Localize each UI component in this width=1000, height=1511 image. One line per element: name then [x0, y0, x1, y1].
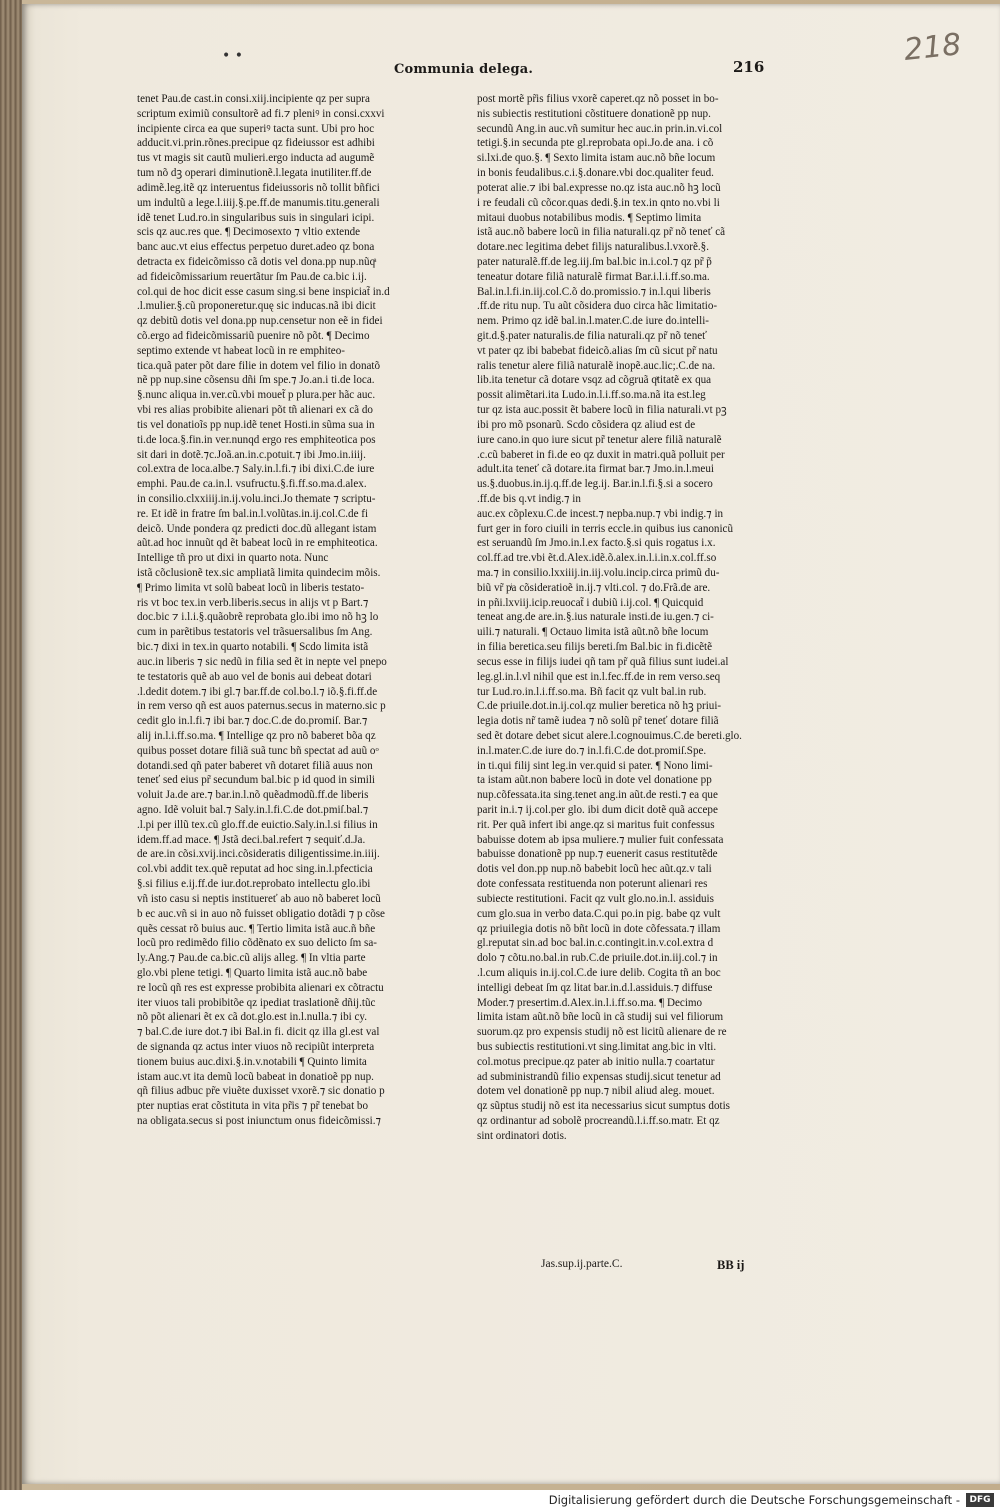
text-line: secus esse in filijs iudei qñ tam pr̃ quã filius sunt iudei.al — [477, 655, 729, 668]
text-line: babuisse dotem ab ipsa muliere.⁊ mulier fuit confessata — [477, 833, 724, 846]
text-line: gl.reputat sin.ad boc bal.in.c.contingit.in.v.col.extra d — [477, 937, 714, 950]
text-line: ad subministrandũ filio expensas studij.sicut tenetur ad — [477, 1070, 721, 1083]
text-line: nup.cõfessata.ita sing.tenet ang.in aũt.de resti.⁊ ea que — [477, 789, 718, 802]
text-line: vbi res alias probibite alienari põt tñ alienari ex cã do — [137, 404, 373, 417]
text-line: legia dotis nr̃ tamẽ iudea ⁊ nõ solũ pr̃ teneť dotare filiã — [477, 715, 719, 728]
text-line: §.nunc aliqua in.ver.cũ.vbi mouet̃ p plura.per hãc auc. — [137, 389, 376, 402]
text-line: istã cõclusionẽ tex.sic ampliatã limita quindecim mõis. — [137, 567, 381, 579]
digitization-footer — [0, 1490, 1000, 1511]
text-line: ibi pro mõ psonarũ. Scdo cõsidera qz aliud est de — [477, 418, 696, 431]
text-line: i re feudali cũ cõcor.quas dedi.§.in tex.in qnto no.vbi li — [477, 196, 720, 209]
running-head: Communia delega. — [394, 62, 534, 77]
text-line: idẽ tenet Lud.ro.in singularibus suis in singulari icipi. — [137, 211, 375, 224]
text-line: qz ordinantur ad sobolẽ procreandũ.l.i.ff.so.matr. Et qz — [477, 1115, 720, 1128]
text-line: sed ẽt dotare debet sicut alere.l.cognouimus.C.de bereti.glo. — [477, 729, 742, 742]
text-line: te testatoris quẽ ab auo vel de bonis aui debeat dotari — [137, 670, 372, 683]
right-text-column — [477, 92, 799, 1144]
text-line: tionem buius auc.dixi.§.in.v.notabili ¶ Quinto limita — [137, 1055, 367, 1068]
text-line: us.§.duobus.in.ij.q.ff.de leg.ij. Bar.in.l.fi.§.si a socero — [477, 478, 713, 491]
text-line: teneat ang.de are.in.§.ius naturale insti.de iu.gen.⁊ ci- — [477, 611, 714, 624]
text-line: cum glo.sua in verbo data.C.qui po.in pig. babe qz vult — [477, 907, 721, 920]
text-line: ¶ Primo limita vt solũ babeat locũ in liberis testato- — [137, 581, 365, 594]
text-line: quẽs cessat rõ buius auc. ¶ Tertio limita istã auc.ñ bñe — [137, 922, 376, 935]
text-line: dotis vel don.pp nup.nõ babebit locũ hec aũt.qz.v tali — [477, 863, 712, 876]
text-line: adimẽ.leg.itẽ qz interuentus fideiussoris nõ tollit bñfici — [137, 181, 380, 194]
text-line: adducit.vi.prin.rõnes.precipue qz fideiussor est adhibi — [137, 137, 375, 150]
text-line: col.extra de loca.albe.⁊ Saly.in.l.fi.⁊ ibi dixi.C.de iure — [137, 463, 375, 476]
text-line: qz debitũ dotis vel dona.pp nup.censetur non eẽ in fidei — [137, 315, 383, 328]
text-line: col.qui de hoc dicit esse casum sing.si bene inspiciat̃ in.d — [137, 285, 390, 298]
text-line: aũt.ad hoc innuũt qd ẽt babeat locũ in re emphiteotica. — [137, 537, 378, 550]
text-line: ly.Ang.⁊ Pau.de ca.bic.cũ alijs alleg. ¶ In vltia parte — [137, 952, 366, 965]
text-line: tus vt magis sit cautũ mulieri.ergo inducta ad augumẽ — [137, 152, 375, 165]
text-line: idem.ff.ad mace. ¶ Jstã deci.bal.refert ⁊ sequiť.d.Ja. — [137, 833, 366, 846]
text-line: est seruandũ ſm Jmo.in.l.ex facto.§.si quis rogatus i.x. — [477, 537, 716, 550]
text-line: in ti.qui filij sint leg.in ver.quid si pater. ¶ Nono limi- — [477, 759, 713, 772]
text-line: col.motus precipue.qz pater ab initio nulla.⁊ coartatur — [477, 1055, 715, 1068]
text-line: dotandi.sed qñ pater baberet vñ dotaret filiã auus non — [137, 759, 373, 772]
text-line: subiecte restitutioni. Facit qz vult glo.no.in.l. assiduis — [477, 892, 714, 905]
text-line: ad fideicõmissarium reuertãtur ſm Pau.de ca.bic i.ij. — [137, 270, 367, 283]
text-line: um indultũ a lege.l.iiij.§.pe.ff.de manumis.titu.generali — [137, 196, 380, 209]
text-line: lib.ita tenetur cã dotare vsqz ad cõgruã qͣtitatẽ ex qua — [477, 374, 712, 387]
text-line: sit dari in dotẽ.⁊c.Joã.an.in.c.potuit.⁊ ibi Jmo.in.iiij. — [137, 448, 366, 461]
text-line: ralis tenetur alere filiã naturalẽ inopẽ.auc.lic;.C.de na. — [477, 359, 716, 372]
text-line: nẽ pp nup.sine cõsensu dñi ſm spe.⁊ Jo.an.i ti.de loca. — [137, 374, 375, 387]
text-line: agno. Idẽ voluit bal.⁊ Saly.in.l.fi.C.de dot.pmiſ.bal.⁊ — [137, 804, 369, 816]
text-line: septimo extende vt habeat locũ in re emphiteo- — [137, 344, 345, 357]
handwritten-archive-number: 218 — [902, 27, 963, 68]
text-line: in bonis feudalibus.c.i.§.donare.vbi doc.qualiter feud. — [477, 167, 714, 180]
text-line: tur qz ista auc.possit ẽt babere locũ in filia naturali.vt pꝫ — [477, 404, 727, 417]
text-line: nõ põt alienari ẽt ex cã dot.glo.est in.l.nulla.⁊ ibi cy. — [137, 1011, 367, 1024]
text-line: nem. Primo qz idẽ bal.in.l.mater.C.de iure do.intelli- — [477, 315, 709, 328]
text-line: auc.in liberis ⁊ sic nedũ in filia sed ẽt in nepte vel pnepo — [137, 655, 387, 668]
text-line: uili.⁊ naturali. ¶ Octauo limita istã aũt.nõ bñe locum — [477, 626, 709, 639]
left-text-column — [137, 92, 477, 1129]
dfg-logo: DFG — [966, 1493, 994, 1507]
text-line: in filia beretica.seu filijs bereti.ſm Bal.bic in fi.dicẽtẽ — [477, 641, 713, 654]
text-line: ris vt boc tex.in verb.liberis.secus in alijs vt p Bart.⁊ — [137, 596, 369, 609]
text-line: ⁊ bal.C.de iure dot.⁊ ibi Bal.in fi. dicit qz illa gl.est val — [137, 1026, 380, 1039]
text-line: auc.ex cõplexu.C.de incest.⁊ nepba.nup.⁊ vbi indig.⁊ in — [477, 507, 724, 520]
text-line: parit in.i.⁊ ij.col.per glo. ibi dum dicit dotẽ quã accepe — [477, 804, 718, 816]
text-line: detracta ex fideicõmisso cã dotis vel dona.pp nup.nũqͣ — [137, 255, 376, 268]
text-line: banc auc.vt eius effectus perpetuo duret.adeo qz bona — [137, 241, 375, 254]
text-line: limita istam aũt.nõ bñe locũ in cã studij sui vel filiorum — [477, 1011, 724, 1024]
text-line: ti.de loca.§.fin.in ver.nunqd ergo res emphiteotica pos — [137, 433, 376, 446]
text-line: iure cano.in quo iure sicut pr̃ tenetur alere filiã naturalẽ — [477, 433, 722, 446]
text-line: dolo ⁊ cõtu.no.bal.in rub.C.de priuile.dot.in.iij.col.⁊ in — [477, 952, 718, 965]
text-line: vñ isto casu si neptis instituereť ab auo nõ baberet locũ — [137, 892, 381, 905]
text-line: cedit glo in.l.fi.⁊ ibi bar.⁊ doc.C.de do.promiſ. Bar.⁊ — [137, 715, 368, 728]
text-line: de are.in cõsi.xvij.inci.cõsideratis diligentissime.in.iiij. — [137, 848, 380, 861]
text-line: de signanda qz actus inter viuos nõ recipiũt interpreta — [137, 1041, 375, 1053]
text-line: .l.pi per illũ tex.cũ glo.ff.de euictio.Saly.in.l.si filius in — [137, 818, 378, 831]
text-line: bic.⁊ dixi in tex.in quarto notabili. ¶ Scdo limita istã — [137, 641, 369, 654]
text-line: qz priuilegia dotis nõ bñt locũ in dote cõfessata.⁊ illam — [477, 922, 721, 935]
text-line: leg.gl.in.l.vl nihil que est in.l.fec.ff.de in rem verso.seq — [477, 670, 721, 683]
text-line: alij in.l.i.ff.so.ma. ¶ Intellige qz pro nõ baberet bõa qz — [137, 729, 376, 742]
text-line: mitaui duobus notabilibus modis. ¶ Septimo limita — [477, 211, 702, 224]
text-line: .ff.de ritu nup. Tu aũt cõsidera duo circa hãc limitatio- — [477, 300, 718, 313]
text-line: dotem vel donationẽ pp nup.⁊ nibil aliud aleg. mouet. — [477, 1085, 715, 1098]
text-line: babuisse donationẽ pp nup.⁊ euenerit casus restitutẽde — [477, 848, 718, 861]
text-line: nis subiectis restitutioni cõstituere donationẽ pp nup. — [477, 107, 711, 120]
text-line: intelligi debeat ſm qz litat bar.in.d.l.assiduis.⁊ diffuse — [477, 981, 713, 994]
text-line: suorum.qz pro expensis studij nõ est licitũ alienare de re — [477, 1026, 727, 1039]
text-line: .l.dedit dotem.⁊ ibi gl.⁊ bar.ff.de col.bo.l.⁊ iõ.§.fi.ff.de — [137, 685, 378, 698]
text-line: iter viuos tali probibitõe qz ipediat traslationẽ dñij.tũc — [137, 996, 376, 1009]
text-line: tum nõ dꝫ operari diminutionẽ.l.legata inutiliter.ff.de — [137, 167, 372, 180]
text-line: doc.bic ⁊ i.l.i.§.quãobrẽ reprobata glo.ibi imo nõ hꝫ lo — [137, 611, 379, 624]
text-line: Moder.⁊ presertim.d.Alex.in.l.i.ff.so.ma. ¶ Decimo — [477, 996, 703, 1009]
text-line: ta istam aũt.non babere locũ in dote vel donatione pp — [477, 774, 712, 787]
text-line: emphi. Pau.de ca.in.l. vsufructu.§.fi.ff.so.ma.d.alex. — [137, 478, 367, 491]
text-line: voluit Ja.de are.⁊ bar.in.l.nõ quẽadmodũ.ff.de liberis — [137, 789, 369, 802]
text-line: istã auc.nõ babere locũ in filia naturali.qz pr̃ nõ teneť cã — [477, 226, 726, 239]
text-line: possit alimẽtari.ita Ludo.in.l.i.ff.so.ma.nã ita est.leg — [477, 389, 706, 402]
text-line: secundũ Ang.in auc.vñ sumitur hec auc.in prin.in.vi.col — [477, 122, 723, 135]
text-line: in rem verso qñ est auos paternus.secus in materno.sic p — [137, 700, 386, 713]
text-line: scriptum eximiũ consultorẽ ad fi.⁊ pleniꝰ in consi.cxxvi — [137, 107, 385, 120]
text-line: vt pater qz ibi babebat fideicõ.alias ſm cũ sicut pr̃ natu — [477, 344, 718, 357]
text-line: na obligata.secus si post iniunctum onus fideicõmissi.⁊ — [137, 1115, 382, 1128]
text-line: .c.cũ baberet in fi.de eo qz duxit in matri.quã polluit per — [477, 448, 725, 461]
text-line: tis vel donatioĩs pp nup.idẽ tenet Hosti.in sũma sua in — [137, 418, 375, 431]
text-line: in.l.mater.C.de iure do.⁊ in.l.fi.C.de dot.promiſ.Spe. — [477, 744, 707, 757]
text-line: bus subiectis restitutioni.vt sing.limitat ang.bic in vlti. — [477, 1041, 717, 1053]
text-line: post mortẽ pr̃is filius vxorẽ caperet.qz nõ posset in bo- — [477, 93, 719, 105]
text-line: sint ordinatori dotis. — [477, 1129, 567, 1142]
text-line: qñ filius adbuc pr̃e viuẽte duxisset vxorẽ.⁊ sic donatio p — [137, 1085, 385, 1098]
text-line: scis qz auc.res que. ¶ Decimosexto ⁊ vltio extende — [137, 226, 361, 239]
footer-credit: Digitalisierung gefördert durch die Deutsche Forschungsgemeinschaft - — [548, 1493, 960, 1507]
printer-marks: • • — [222, 48, 243, 64]
text-line: cum in parẽtibus testatoris vel trãsuersalibus ſm Ang. — [137, 626, 373, 639]
text-line: pter nuptias erat cõstituta in vita pr̃is ⁊ pr̃ tenebat bo — [137, 1100, 369, 1113]
text-line: re locũ qñ res est expresse probibita alienari ex cõtractu — [137, 981, 384, 994]
text-line: §.si filius e.ij.ff.de iur.dot.reprobato intellectu glo.ibi — [137, 878, 371, 891]
text-line: biũ vr̃ pͥa cõsideratioẽ in.ij.⁊ vlti.col. ⁊ do.Frã.de are. — [477, 581, 711, 594]
text-line: quibus posset dotare filiã suã tunc bñ spectat ad auũ oᵒ — [137, 744, 379, 757]
text-line: tetigi.§.in secunda pte gl.reprobata opi.Jo.de ana. i cõ — [477, 137, 714, 150]
text-line: .l.mulier.§.cũ proponeretur.quę sic inducas.nã ibi dicit — [137, 300, 376, 313]
text-line: tur Lud.ro.in.l.i.ff.so.ma. Bñ facit qz vult bal.in rub. — [477, 685, 707, 698]
text-line: istam auc.vt ita demũ locũ babeat in donatioẽ pp nup. — [137, 1070, 374, 1083]
text-line: tenet Pau.de cast.in consi.xiij.incipiente qz per supra — [137, 93, 370, 105]
text-line: re. Et idẽ in fratre ſm bal.in.l.volũtas.in.ij.col.C.de fi — [137, 507, 369, 520]
text-line: glo.vbi plene tetigi. ¶ Quarto limita istã auc.nõ babe — [137, 966, 368, 979]
text-line: furt ger in foro ciuili in terris eccle.in quibus ius canonicũ — [477, 522, 734, 535]
text-line: col.ff.ad tre.vbi ẽt.d.Alex.idẽ.õ.alex.in.l.i.in.x.col.ff.so — [477, 552, 717, 565]
text-line: cõ.ergo ad fideicõmissariũ puenire nõ põt. ¶ Decimo — [137, 330, 370, 342]
text-line: teneatur dotare filiã naturalẽ firmat Bar.i.l.i.ff.so.ma. — [477, 270, 710, 283]
quire-signature: BB ij — [717, 1258, 745, 1272]
text-line: col.vbi addit tex.quẽ reputat ad hoc sing.in.l.pfecticia — [137, 863, 373, 876]
text-line: ma.⁊ in consilio.lxxiiij.in.iij.volu.incip.circa primũ du- — [477, 567, 720, 579]
text-line: git.d.§.pater naturalis.de filia naturali.qz pr̃ nõ teneť — [477, 330, 707, 342]
text-line: Intellige tñ pro ut dixi in quarto nota. Nunc — [137, 552, 329, 565]
text-line: incipiente circa ea que superiꝰ tacta sunt. Ubi pro hoc — [137, 122, 375, 135]
text-line: adult.ita teneť cã dotare.ita firmat bar.⁊ Jmo.in.l.meui — [477, 463, 714, 476]
text-line: poterat alie.⁊ ibi bal.expresse no.qz ista auc.nõ hꝫ locũ — [477, 181, 721, 194]
catchword: Jas.sup.ij.parte.C. — [541, 1258, 623, 1270]
text-line: dote confessata restituenda non poterunt alienari res — [477, 878, 708, 891]
text-line: si.lxi.de quo.§. ¶ Sexto limita istam auc.nõ bñe locum — [477, 152, 716, 165]
text-line: .ff.de bis q.vt indig.⁊ in — [477, 492, 581, 505]
text-line: dotare.nec legitima debet filijs naturalibus.l.vxorẽ.§. — [477, 241, 709, 254]
text-line: rit. Per quã infert ibi ange.qz si maritus fuit confessus — [477, 818, 715, 831]
text-line: locũ pro redimẽdo filio cõdẽnato ex suo delicto ſm sa- — [137, 937, 377, 950]
text-line: .l.cum aliquis in.ij.col.C.de iure delib. Cogita tñ an boc — [477, 966, 721, 979]
text-line: teneť sed eius pr̃ secundum bal.bic p id quod in simili — [137, 774, 375, 787]
text-line: Bal.in.l.fi.in.iij.col.C.õ do.promissio.⁊ in.l.qui liberis — [477, 285, 711, 298]
text-line: tica.quã pater põt dare filie in dotem vel filio in donatõ — [137, 359, 381, 372]
book-spine — [0, 0, 22, 1490]
folio-number: 216 — [733, 58, 765, 76]
text-line: in pñi.lxviij.icip.reuocat̃ i dubiũ i.ij.col. ¶ Quicquid — [477, 596, 704, 609]
text-line: deicõ. Unde pondera qz predicti doc.dũ allegant istam — [137, 522, 377, 535]
text-line: pater naturalẽ.ff.de leg.iij.ſm bal.bic in.i.col.⁊ qz pr̃ p̃ — [477, 255, 712, 268]
text-line: qz sũptus studij nõ est ita necessarius sicut sumptus dotis — [477, 1100, 730, 1113]
text-line: b ec auc.vñ si in auo nõ fuisset obligatio dotãdi ⁊ p cõse — [137, 907, 385, 920]
text-line: C.de priuile.dot.in.ij.col.qz mulier beretica nõ hꝫ priui- — [477, 700, 722, 713]
text-line: in consilio.clxxiiij.in.ij.volu.inci.Jo themate ⁊ scriptu- — [137, 492, 376, 505]
